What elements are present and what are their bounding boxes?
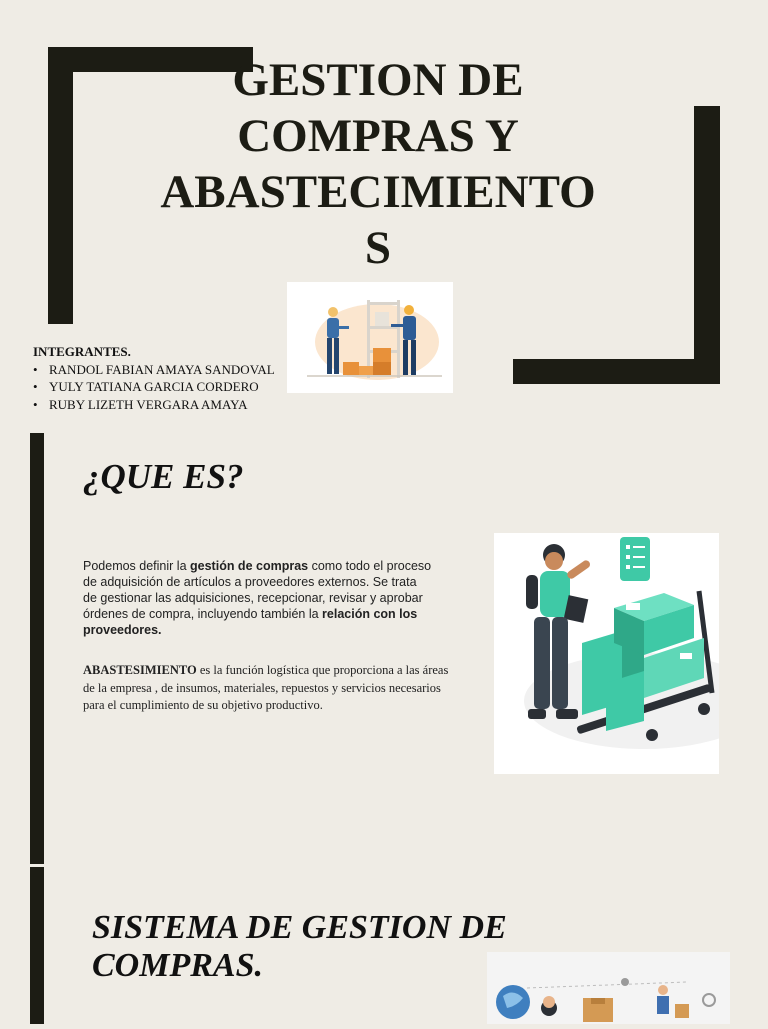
title-line: S [364,222,392,274]
frame-left-vertical [48,47,73,324]
section-heading-line: SISTEMA DE GESTION DE [92,909,507,946]
section-heading: ¿QUE ES? [83,457,244,496]
abastecimiento-paragraph [83,662,458,715]
frame-right-vertical [694,106,720,384]
list-item: • RUBY LIZETH VERGARA AMAYA [33,396,293,414]
bold-term: gestión de compras [190,559,309,573]
title-slide [0,0,768,420]
title-line: ABASTECIMIENTO [160,166,596,218]
paragraph-text: es la función logística que proporciona a las áreas de la empresa , de insumos, materiales, repuestos y servicios necesarios para el cumplimiento de su objetivo productivo. [83,663,449,712]
paragraph-text: como todo el proceso de adquisición de artículos a proveedores externos. Se trata de gestionar las adquisiciones, recepcionar, revisar y aprobar órdenes de compra, incluyendo también la [83,559,432,621]
bold-term: ABASTESIMIENTO [83,663,197,677]
title-line: COMPRAS Y [237,110,519,162]
bold-term: relación con los proveedores. [83,607,418,637]
worker-with-boxes-illustration [494,533,719,774]
slide2-left-bar [30,433,44,864]
list-item: • YULY TATIANA GARCIA CORDERO [33,378,293,396]
page-title [118,52,638,276]
list-item: • RANDOL FABIAN AMAYA SANDOVAL [33,361,293,379]
members-list [33,343,293,413]
section-heading [92,909,507,985]
section-heading-line: COMPRAS. [92,947,263,984]
warehouse-workers-illustration [287,282,453,393]
frame-bottom-right-horizontal [513,359,720,384]
title-line: GESTION DE [232,54,524,106]
definition-paragraph [83,558,433,638]
slide3-left-bar [30,867,44,1024]
paragraph-text: Podemos definir la [83,559,191,573]
members-header: INTEGRANTES. [33,344,131,359]
logistics-process-illustration [487,952,730,1024]
